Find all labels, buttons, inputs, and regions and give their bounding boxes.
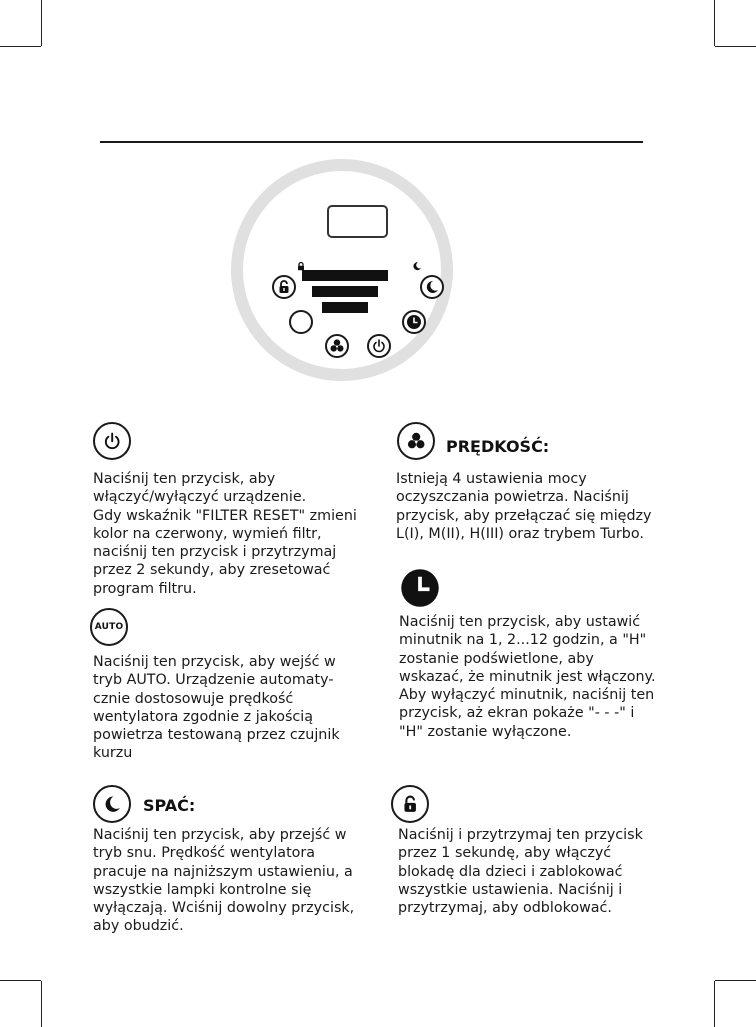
text-line: naciśnij ten przycisk i przytrzymaj: [93, 544, 337, 561]
text-line: program filtru.: [93, 580, 197, 597]
text-line: "H" zostanie wyłączone.: [399, 723, 572, 740]
power-description: [93, 470, 357, 598]
fan-icon: [406, 431, 426, 451]
text-line: pracuje na najniższym ustawieniu, a: [93, 863, 353, 880]
speed-indicator: [302, 270, 388, 314]
power-icon: [102, 431, 122, 451]
timer-button[interactable]: [402, 310, 426, 334]
fan-icon: [329, 338, 345, 354]
power-section-icon: [93, 422, 131, 460]
timer-section-icon: [400, 568, 440, 608]
sleep-heading: SPAĆ:: [143, 796, 196, 815]
text-line: Naciśnij ten przycisk, aby ustawić: [399, 614, 641, 630]
text-line: kolor na czerwony, wymień filtr,: [93, 525, 322, 542]
text-line: przez 2 sekundy, aby zresetować: [93, 562, 331, 579]
sleep-section-icon: [93, 785, 131, 823]
text-line: przytrzymaj, aby odblokować.: [398, 900, 612, 917]
text-line: Istnieją 4 ustawienia mocy: [396, 471, 587, 487]
sleep-indicator-icon: [412, 261, 422, 271]
text-line: kurzu: [93, 745, 133, 762]
text-line: L(I), M(II), H(III) oraz trybem Turbo.: [396, 525, 644, 542]
text-line: Naciśnij ten przycisk, aby: [93, 471, 276, 487]
text-line: Naciśnij i przytrzymaj ten przycisk: [398, 827, 643, 843]
header-rule: [100, 141, 643, 143]
sleep-description: [93, 826, 354, 936]
text-line: Gdy wskaźnik "FILTER RESET" zmieni: [93, 507, 357, 524]
crop-mark: [714, 981, 715, 1027]
text-line: wentylatora zgodnie z jakością: [93, 708, 314, 725]
speed-bar-low: [322, 302, 368, 313]
text-line: powietrza testowaną przez czujnik: [93, 727, 340, 744]
lock-icon: [400, 794, 420, 814]
text-line: przycisk, aby przełączać się między: [396, 507, 652, 524]
svg-text:z: z: [113, 797, 118, 806]
text-line: Naciśnij ten przycisk, aby wejść w: [93, 654, 336, 670]
panel-display: [327, 205, 388, 238]
text-line: minutnik na 1, 2...12 godzin, a "H": [399, 632, 647, 649]
auto-label: AUTO: [94, 622, 124, 632]
text-line: blokadę dla dzieci i zablokować: [398, 863, 623, 880]
crop-mark: [715, 980, 756, 981]
moon-sleep-icon: [102, 794, 122, 814]
crop-mark: [0, 46, 41, 47]
text-line: oczyszczania powietrza. Naciśnij: [396, 489, 629, 506]
timer-icon: [406, 314, 422, 330]
lock-description: [398, 826, 643, 917]
text-line: cznie dostosowuje prędkość: [93, 690, 294, 707]
crop-mark: [41, 981, 42, 1027]
text-line: włączyć/wyłączyć urządzenie.: [93, 489, 307, 506]
speed-bar-high: [302, 270, 388, 281]
crop-mark: [715, 46, 756, 47]
text-line: aby obudzić.: [93, 918, 184, 935]
text-line: przez 1 sekundę, aby włączyć: [398, 845, 612, 862]
lock-button[interactable]: [272, 275, 296, 299]
auto-section-icon: [90, 608, 128, 646]
text-line: zostanie podświetlone, aby: [399, 650, 594, 667]
speed-section-icon: [397, 422, 435, 460]
text-line: tryb snu. Prędkość wentylatora: [93, 845, 316, 862]
svg-text:z: z: [433, 283, 437, 289]
crop-mark: [714, 0, 715, 46]
moon-sleep-icon: [424, 279, 440, 295]
sleep-button[interactable]: [420, 275, 444, 299]
fan-speed-button[interactable]: [325, 334, 349, 358]
timer-description: [399, 613, 656, 741]
text-line: wszystkie lampki kontrolne się: [93, 881, 312, 898]
text-line: wyłączają. Wciśnij dowolny przycisk,: [93, 900, 355, 917]
auto-button[interactable]: [289, 310, 313, 334]
crop-mark: [0, 980, 41, 981]
text-line: Aby wyłączyć minutnik, naciśnij ten: [399, 687, 655, 704]
power-button[interactable]: [367, 334, 391, 358]
speed-description: [396, 470, 652, 543]
text-line: tryb AUTO. Urządzenie automaty-: [93, 672, 334, 689]
text-line: wszystkie ustawienia. Naciśnij i: [398, 881, 623, 898]
lock-icon: [276, 279, 292, 295]
lock-section-icon: [391, 785, 429, 823]
auto-description: [93, 653, 340, 763]
text-line: Naciśnij ten przycisk, aby przejść w: [93, 827, 347, 843]
speed-heading: PRĘDKOŚĆ:: [446, 437, 550, 456]
timer-icon: [400, 568, 440, 608]
speed-bar-medium: [312, 286, 378, 297]
crop-mark: [41, 0, 42, 46]
text-line: przycisk, aż ekran pokaże "- - -" i: [399, 705, 635, 722]
power-icon: [371, 338, 387, 354]
text-line: wskazać, że minutnik jest włączony.: [399, 668, 656, 685]
